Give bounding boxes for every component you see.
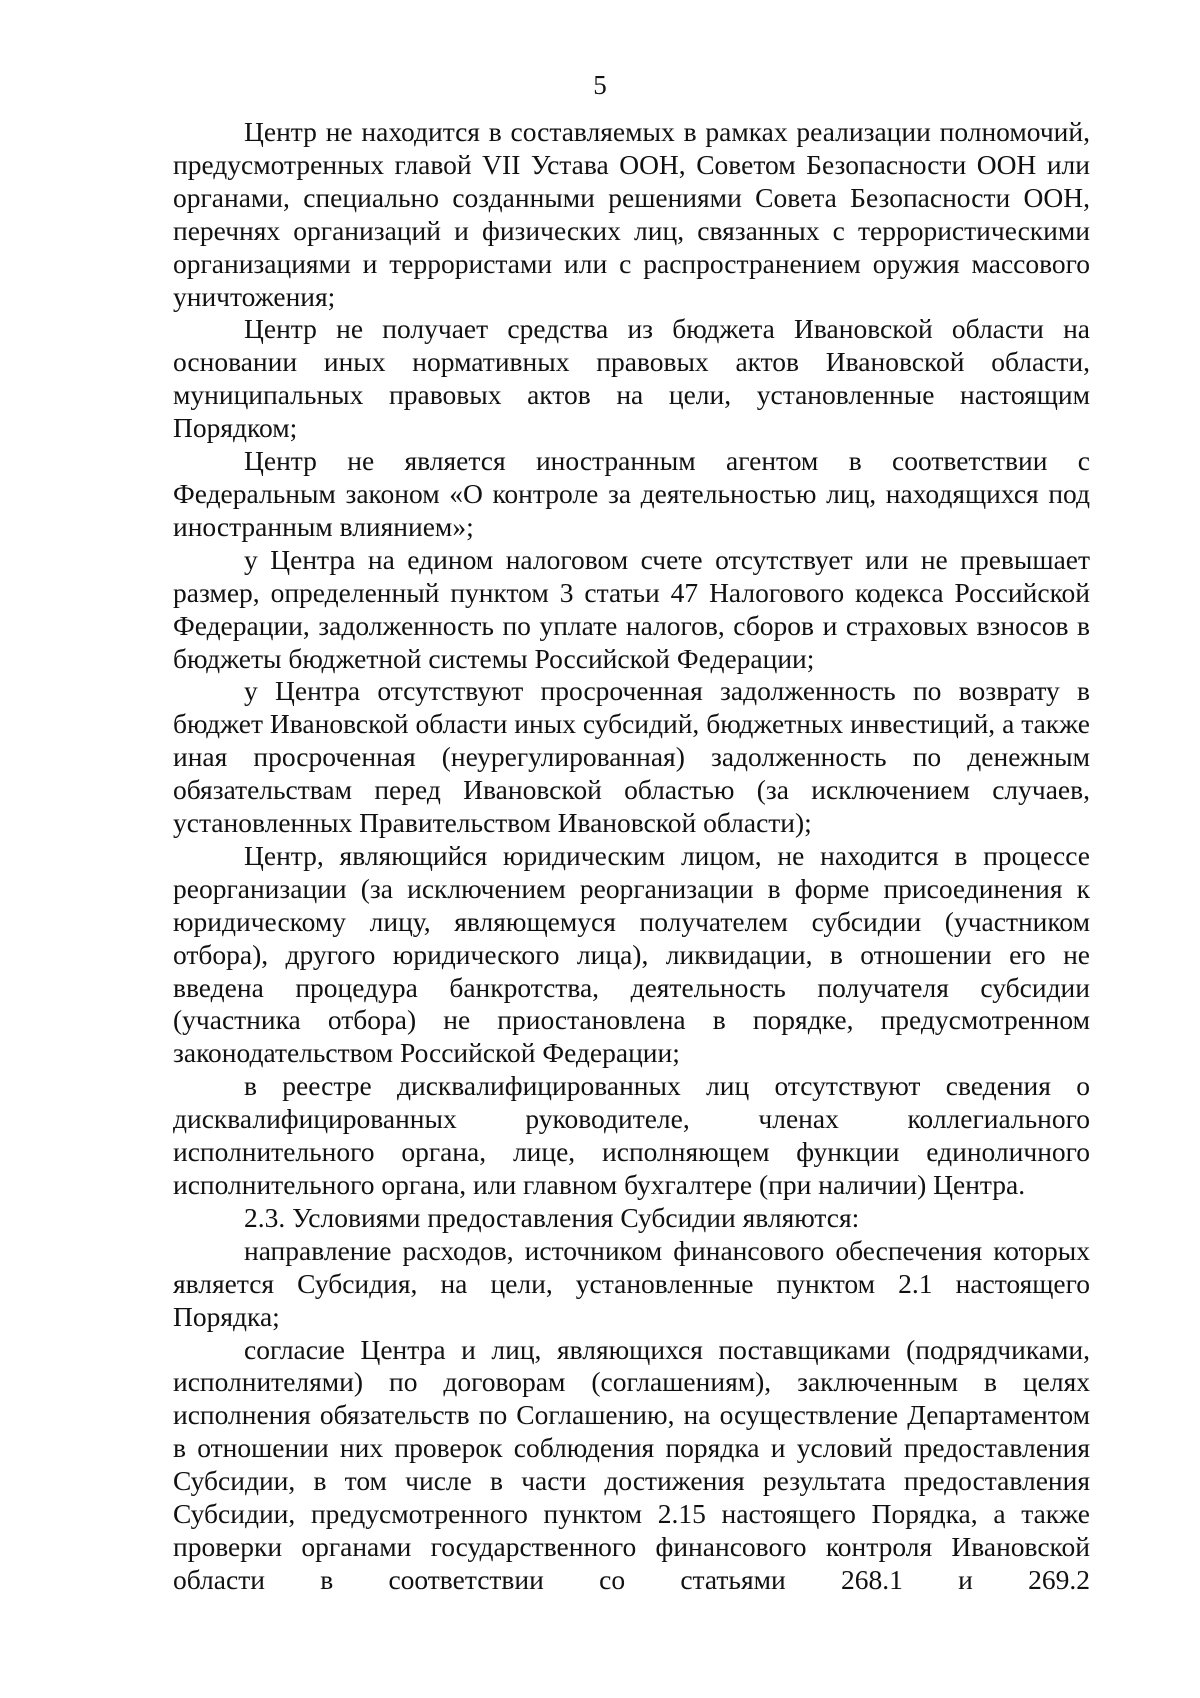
paragraph-spending-direction: направление расходов, источником финансового обеспечения которых является Субсидия, на цели, установленные пунктом 2.1 настоящего Порядка; (173, 1234, 1090, 1332)
paragraph-reorganization: Центр, являющийся юридическим лицом, не находится в процессе реорганизации (за исключением реорганизации в форме присоединения к юридическому лицу, являющемуся получателем субсидии (участником отбора), другого юридического лица), ликвидации, в отношении его не введена процедура банкротства, деятельность получателя субсидии (участника отбора) не приостановлена в порядке, предусмотренном законодательством Российской Федерации; (173, 839, 1090, 1069)
paragraph-consent-to-audits: согласие Центра и лиц, являющихся поставщиками (подрядчиками, исполнителями) по договорам (соглашениям), заключенным в целях исполнения обязательств по Соглашению, на осуществление Департаментом в отношении них проверок соблюдения порядка и условий предоставления Субсидии, в том числе в части достижения результата предоставления Субсидии, предусмотренного пунктом 2.15 настоящего Порядка, а также проверки органами государственного финансового контроля Ивановской области в соответствии со статьями 268.1 и 269.2 (173, 1333, 1090, 1595)
paragraph-sanctions-lists: Центр не находится в составляемых в рамках реализации полномочий, предусмотренных главой VII Устава ООН, Советом Безопасности ООН или органами, специально созданными решениями Совета Безопасности ООН, перечнях организаций и физических лиц, связанных с террористическими организациями и террористами или с распространением оружия массового уничтожения; (173, 116, 1090, 312)
paragraph-tax-debt: у Центра на едином налоговом счете отсутствует или не превышает размер, определенный пунктом 3 статьи 47 Налогового кодекса Российской Федерации, задолженность по уплате налогов, сборов и страховых взносов в бюджеты бюджетной системы Российской Федерации; (173, 543, 1090, 674)
paragraph-section-2-3-heading: 2.3. Условиями предоставления Субсидии являются: (244, 1201, 860, 1233)
paragraph-no-other-budget-funds: Центр не получает средства из бюджета Ивановской области на основании иных нормативных правовых актов Ивановской области, муниципальных правовых актов на цели, установленные настоящим Порядком; (173, 313, 1090, 444)
paragraph-disqualified-persons: в реестре дисквалифицированных лиц отсутствуют сведения о дисквалифицированных руководителе, членах коллегиального исполнительного органа, лице, исполняющем функции единоличного исполнительного органа, или главном бухгалтере (при наличии) Центра. (173, 1070, 1090, 1200)
paragraph-overdue-debt: у Центра отсутствуют просроченная задолженность по возврату в бюджет Ивановской области иных субсидий, бюджетных инвестиций, а также иная просроченная (неурегулированная) задолженность по денежным обязательствам перед Ивановской областью (за исключением случаев, установленных Правительством Ивановской области); (173, 675, 1090, 839)
page-number: 5 (593, 70, 607, 100)
paragraph-not-foreign-agent: Центр не является иностранным агентом в соответствии с Федеральным законом «О контроле за деятельностью лиц, находящихся под иностранным влиянием»; (173, 445, 1090, 542)
document-body (173, 116, 1090, 1597)
